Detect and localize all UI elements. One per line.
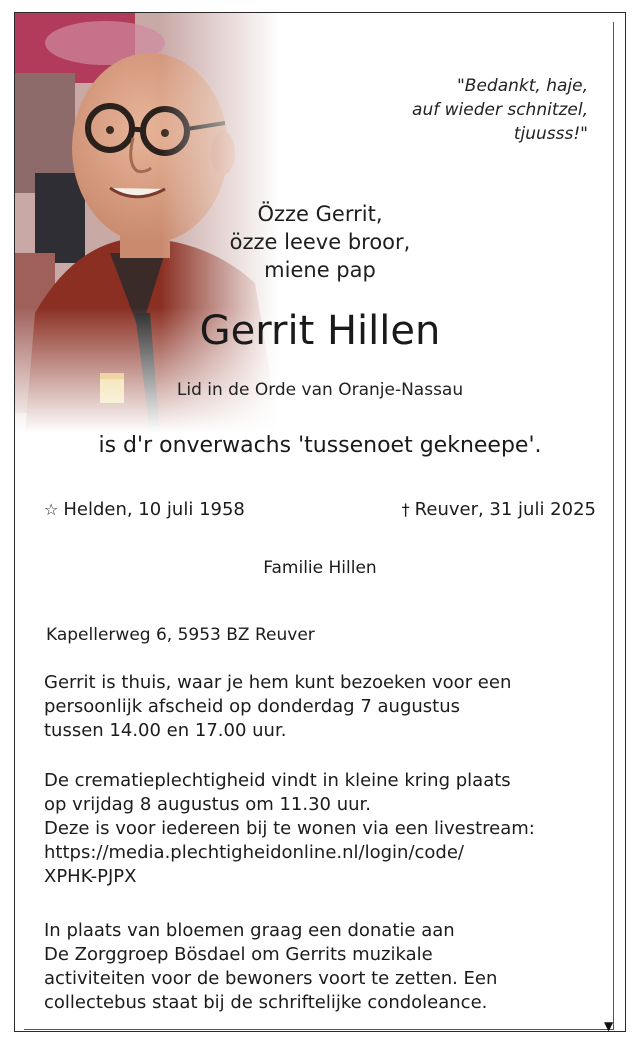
home-address: Kapellerweg 6, 5953 BZ Reuver [46, 625, 315, 645]
paragraph-line: collectebus staat bij de schriftelijke condoleance. [44, 992, 488, 1013]
livestream-link[interactable]: https://media.plechtigheidonline.nl/login/code/ [44, 842, 464, 863]
intro-line: özze leeve broor, [229, 230, 411, 254]
intro-line: miene pap [264, 258, 376, 282]
intro-text [200, 200, 440, 284]
cremation-paragraph [44, 769, 604, 889]
paragraph-line: activiteiten voor de bewoners voort te zetten. Een [44, 968, 498, 989]
paragraph-line: In plaats van bloemen graag een donatie aan [44, 920, 455, 941]
paragraph-line: Deze is voor iedereen bij te wonen via een livestream: [44, 818, 535, 839]
birth-info [44, 497, 245, 523]
paragraph-line: Gerrit is thuis, waar je hem kunt bezoeken voor een [44, 672, 512, 693]
paragraph-line: tussen 14.00 en 17.00 uur. [44, 720, 287, 741]
honor-title: Lid in de Orde van Oranje-Nassau [176, 380, 464, 400]
visitation-paragraph [44, 671, 604, 743]
paragraph-line: op vrijdag 8 augustus om 11.30 uur. [44, 794, 372, 815]
quote-line: auf wieder schnitzel, [412, 100, 588, 120]
farewell-quote [308, 74, 588, 146]
triangle-down-icon: ▼ [604, 1019, 614, 1033]
cross-icon: † [401, 500, 410, 519]
paragraph-line: De crematieplechtigheid vindt in kleine kring plaats [44, 770, 511, 791]
death-text: Reuver, 31 juli 2025 [414, 499, 596, 520]
livestream-code: XPHK-PJPX [44, 866, 137, 887]
passing-announcement: is d'r onverwachs 'tussenoet gekneepe'. [98, 433, 542, 458]
birth-text: Helden, 10 juli 1958 [63, 499, 245, 520]
death-info [402, 497, 596, 523]
intro-line: Özze Gerrit, [257, 202, 383, 226]
paragraph-line: persoonlijk afscheid op donderdag 7 augustus [44, 696, 460, 717]
family-signature: Familie Hillen [263, 558, 377, 578]
quote-line: "Bedankt, haje, [456, 76, 588, 96]
deceased-name: Gerrit Hillen [199, 308, 441, 354]
paragraph-line: De Zorggroep Bösdael om Gerrits muzikale [44, 944, 433, 965]
quote-line: tjuusss!" [513, 124, 588, 144]
star-icon: ☆ [44, 500, 59, 519]
donation-paragraph [44, 919, 604, 1015]
